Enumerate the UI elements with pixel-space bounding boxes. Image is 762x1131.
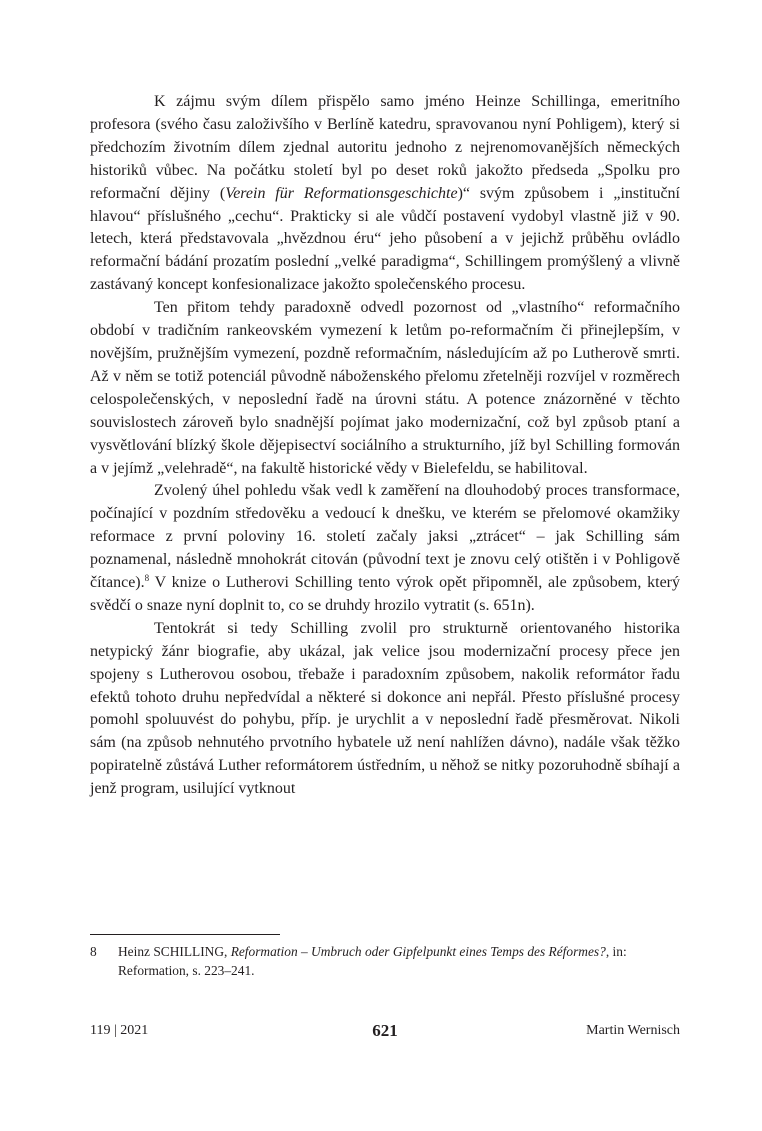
journal-title-italic: Verein für Reformationsgeschichte <box>225 184 458 202</box>
footnote-text <box>118 942 680 980</box>
footnote <box>90 942 680 980</box>
paragraph-4-text: Tentokrát si tedy Schilling zvolil pro strukturně orientovaného historika netypický žánr biografie, aby ukázal, jak velice jsou modernizační procesy přece jen spojeny s Lutherovou osobou, třebaže i paradoxním způsobem, nakolik reformátor řadu efektů tohoto druhu nepředvídal a některé si dokonce ani nepřál. Přesto příslušné procesy pomohl spoluuvést do pohybu, příp. je urychlit a v neposlední řadě přesměrovat. Nikoli sám (na způsob nehnutého prvotního hybatele už není nahlížen dávno), nadále však těžko popiratelně zůstává Luther reformátorem ústředním, u něhož se nitky pozoruhodně sbíhají a jenž program, usilující vytknout <box>90 619 680 798</box>
paragraph-1 <box>90 91 680 297</box>
footnote-source: , in: Reformation, s. 223–241. <box>118 944 627 978</box>
footnote-number: 8 <box>90 944 97 959</box>
footnote-title-italic: Reformation – Umbruch oder Gipfelpunkt eines Temps des Réformes? <box>230 944 606 959</box>
paragraph-3-text-cont: V knize o Lutherovi Schilling tento výrok opět připomněl, ale způsobem, který svědčí o snaze nyní doplnit to, co se druhdy hrozilo vytratit (s. 651n). <box>90 574 680 614</box>
footnote-divider <box>90 934 280 935</box>
footnote-reference[interactable]: 8 <box>144 573 150 584</box>
paragraph-2-text: Ten přitom tehdy paradoxně odvedl pozornost od „vlastního“ reformačního období v tradičním rankeovském vymezení k letům po-reformačním či přinejlepším, v novějším, pružnějším vymezení, pozdně reformačním, následujícím až po Lutherově smrti. Až v něm se totiž potenciál původně náboženského přelomu zřetelněji rozvíjel v rozměrech celospolečenských, v neposlední řadě na úrovni státu. A potence znázorněné v těchto souvislostech zároveň bylo snadnější pojímat jako modernizační, což byl způsob ptaní a vysvětlování blízký škole dějepisectví sociálního a strukturního, jíž byl Schilling formován a v jejímž „velehradě“, na fakultě historické vědy v Bielefeldu, se habilitoval. <box>90 299 680 477</box>
paragraph-3 <box>90 480 680 617</box>
author-name: Martin Wernisch <box>586 1023 680 1038</box>
paragraph-3-text: Zvolený úhel pohledu však vedl k zaměření na dlouhodobý proces transformace, počínající v pozdním středověku a vedoucí k dnešku, ve kterém se přelomové okamžiky reformace z první poloviny 16. století začaly jaksi „ztrácet“ – jak Schilling sám poznamenal, následně mnohokrát citován (původní text je znovu celý otištěn i v Pohligově čítance). <box>90 482 680 592</box>
footnote-author: Heinz SCHILLING, <box>118 944 231 959</box>
paragraph-1-text: K zájmu svým dílem přispělo samo jméno Heinze Schillinga, emeritního profesora (svého času založivšího v Berlíně katedru, spravovanou nyní Pohligem), který si předchozím životním dílem zjednal autoritu jednoho z nejrenomovanějších německých historiků vůbec. Na počátku století byl po deset roků jakožto předseda „Spolku pro reformační dějiny ( <box>90 93 680 202</box>
body-text <box>90 91 680 801</box>
paragraph-2 <box>90 297 680 480</box>
paragraph-4 <box>90 618 680 801</box>
paragraph-1-text-cont: )“ svým způsobem i „instituční hlavou“ příslušného „cechu“. Prakticky si ale vůdčí postavení vydobyl vlastně již v 90. letech, která představovala „hvězdnou éru“ jeho působení a v jejichž průběhu ovládlo reformační bádání prozatím poslední „velké paradigma“, Schillingem promýšlený a vlivně zastávaný koncept konfesionalizace jakožto společenského procesu. <box>90 184 680 294</box>
page-number: 621 <box>372 1021 398 1040</box>
issue-label: 119 | 2021 <box>90 1023 149 1038</box>
